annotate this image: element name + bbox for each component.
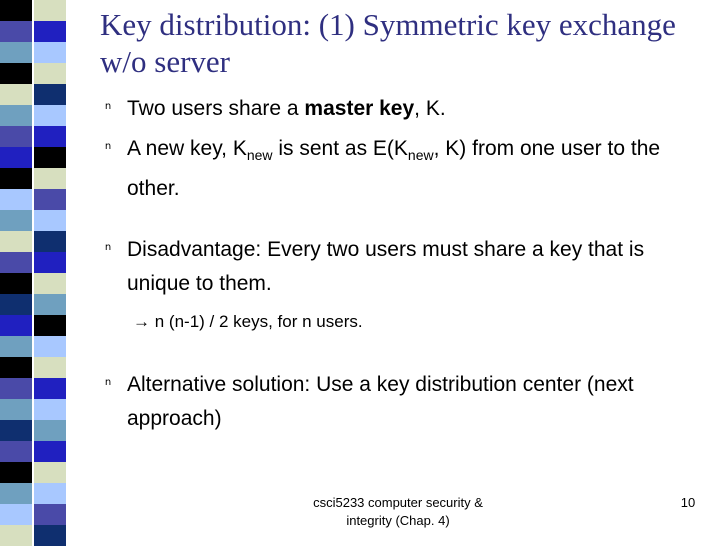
stripe-cell [0,231,32,252]
stripe-cell [0,336,32,357]
stripe-cell [0,483,32,504]
stripe-cell [34,504,66,525]
stripe-cell [34,105,66,126]
stripe-cell [34,189,66,210]
stripe-cell [34,525,66,546]
stripe-cell [0,378,32,399]
stripe-cell [34,210,66,231]
decorative-side-stripes [0,0,66,540]
bullet-2 [102,132,702,206]
stripe-cell [34,84,66,105]
stripe-cell [34,252,66,273]
stripe-cell [0,357,32,378]
stripe-cell [34,168,66,189]
bullet-1-text: Two users share a master key, K. [127,97,446,120]
page-number: 10 [680,495,696,510]
bullet-3-text: Disadvantage: Every two users must share a key that is unique to them. [127,238,645,295]
stripe-cell [0,252,32,273]
stripe-cell [34,294,66,315]
stripe-cell [34,21,66,42]
stripe-cell [34,378,66,399]
stripe-cell [0,168,32,189]
slide-title: Key distribution: (1) Symmetric key exchange w/o server [100,7,676,79]
stripe-cell [34,420,66,441]
bullet-marker-icon: n [104,141,112,152]
stripe-cell [0,42,32,63]
stripe-cell [34,63,66,84]
stripe-cell [0,441,32,462]
stripe-cell [0,504,32,525]
bullet-marker-icon: n [104,101,112,112]
stripe-cell [34,483,66,504]
bullet-4-text: Alternative solution: Use a key distribution center (next approach) [127,373,634,430]
stripe-cell [0,21,32,42]
stripe-cell [0,210,32,231]
arrow-right-icon: → [133,312,150,331]
bullet-3 [102,233,702,301]
stripe-cell [34,441,66,462]
stripe-cell [0,63,32,84]
stripe-cell [0,84,32,105]
slide-footer: csci5233 computer security & integrity (Chap. 4) [313,495,483,528]
stripe-cell [0,105,32,126]
stripe-cell [34,462,66,483]
stripe-cell [34,399,66,420]
bullet-1 [102,92,702,126]
stripe-cell [0,399,32,420]
bullet-marker-icon: n [104,377,112,388]
stripe-cell [34,231,66,252]
stripe-cell [34,336,66,357]
stripe-cell [34,147,66,168]
sub-point-text: n (n-1) / 2 keys, for n users. [154,312,363,331]
stripe-cell [0,294,32,315]
bullet-marker-icon: n [104,242,112,253]
bullet-4 [102,368,702,436]
stripe-cell [34,315,66,336]
bullet-2-text: A new key, $K_{new}$ is sent as $E(K_{new}$, K) from one user to the other. [127,137,661,201]
stripe-cell [0,273,32,294]
stripe-cell [0,525,32,546]
stripe-cell [0,126,32,147]
stripe-cell [34,0,66,21]
stripe-cell [0,0,32,21]
stripe-cell [0,420,32,441]
stripe-cell [34,357,66,378]
stripe-cell [0,315,32,336]
stripe-cell [34,126,66,147]
stripe-cell [0,147,32,168]
stripe-cell [0,189,32,210]
sub-point [133,310,363,334]
stripe-cell [0,462,32,483]
stripe-cell [34,42,66,63]
stripe-cell [34,273,66,294]
